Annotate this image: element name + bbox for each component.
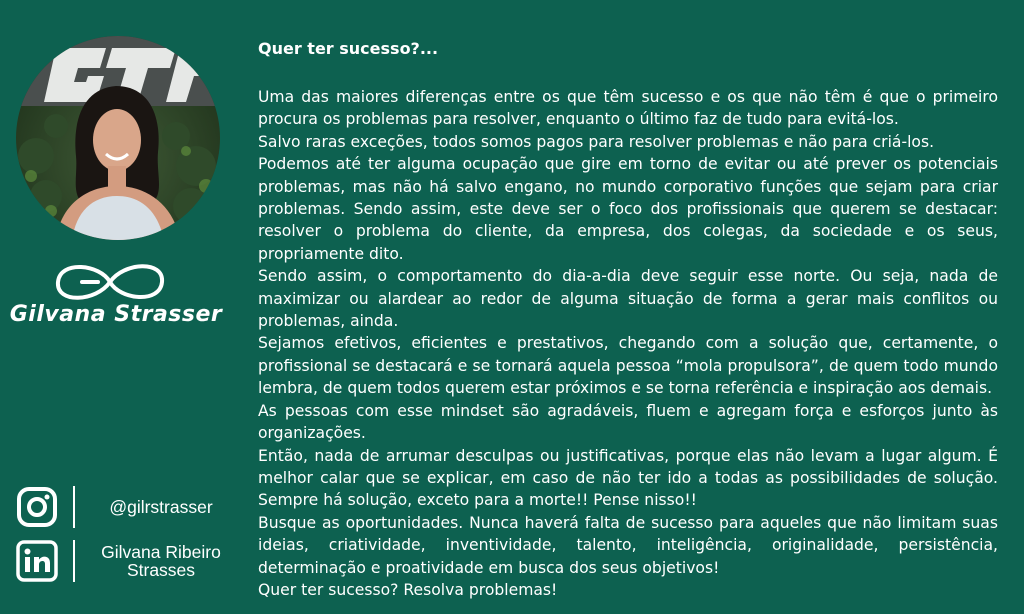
article-paragraph: Sendo assim, o comportamento do dia-a-dia deve seguir esse norte. Ou seja, nada de maximizar ou alardear ao redor de alguma situação de forma a gerar mais conflitos ou problemas, ainda. bbox=[258, 267, 998, 331]
avatar bbox=[16, 36, 220, 240]
divider bbox=[73, 540, 75, 582]
article-paragraph: Busque as oportunidades. Nunca haverá falta de sucesso para aqueles que não limitam suas ideias, criatividade, inventividade, talento, inteligência, originalidade, persistência, determinação e proatividade em busca dos seus objetivos! bbox=[258, 513, 998, 577]
divider bbox=[73, 486, 75, 528]
social-linkedin[interactable] bbox=[16, 540, 236, 584]
article-paragraph: Salvo raras exceções, todos somos pagos para resolver problemas e não para criá-los. bbox=[258, 132, 935, 151]
article-paragraph: Uma das maiores diferenças entre os que têm sucesso e os que não têm é que o primeiro procura os problemas para resolver, enquanto o último faz de tudo para evitá-los. bbox=[258, 88, 998, 129]
article-paragraph: As pessoas com esse mindset são agradáveis, fluem e agregam força e esforços junto às organizações. bbox=[258, 401, 998, 443]
social-instagram[interactable] bbox=[16, 486, 236, 530]
article-closing: Quer ter sucesso? Resolva problemas! bbox=[258, 580, 558, 599]
article bbox=[258, 38, 998, 601]
instagram-icon[interactable] bbox=[16, 486, 58, 528]
article-title: Quer ter sucesso?... bbox=[258, 39, 439, 58]
infinity-loop-logo bbox=[52, 258, 168, 306]
article-paragraph: Então, nada de arrumar desculpas ou justificativas, porque elas não levam a lugar algum. É melhor calar que se explicar, em caso de não ter ido a todas as possibilidades de solução. Sempre há solução, exceto para a morte!! Pense nisso!! bbox=[258, 446, 998, 510]
sidebar bbox=[0, 0, 240, 614]
linkedin-icon[interactable] bbox=[16, 540, 58, 582]
article-paragraph: Sejamos efetivos, eficientes e prestativos, chegando com a solução que, certamente, o profissional se destacará e se tornará aquela pessoa “mola propulsora”, de quem todo mundo lembra, de quem todos querem estar próximos e se torna referência e inspiração aos demais. bbox=[258, 334, 998, 398]
linkedin-handle[interactable]: Gilvana Ribeiro Strasses bbox=[101, 542, 221, 580]
brand-name: Gilvana Strasser bbox=[9, 302, 223, 327]
article-paragraph: Podemos até ter alguma ocupação que gire em torno de evitar ou até prever os potenciais problemas, mas não há salvo engano, no mundo corporativo funções que sejam para criar problemas. Sendo assim, este deve ser o foco dos profissionais que querem se destacar: resolver o problema do cliente, da empresa, dos colegas, da sociedade e os seus, propriamente dito. bbox=[258, 155, 998, 263]
instagram-handle[interactable]: @gilrstrasser bbox=[109, 497, 213, 517]
